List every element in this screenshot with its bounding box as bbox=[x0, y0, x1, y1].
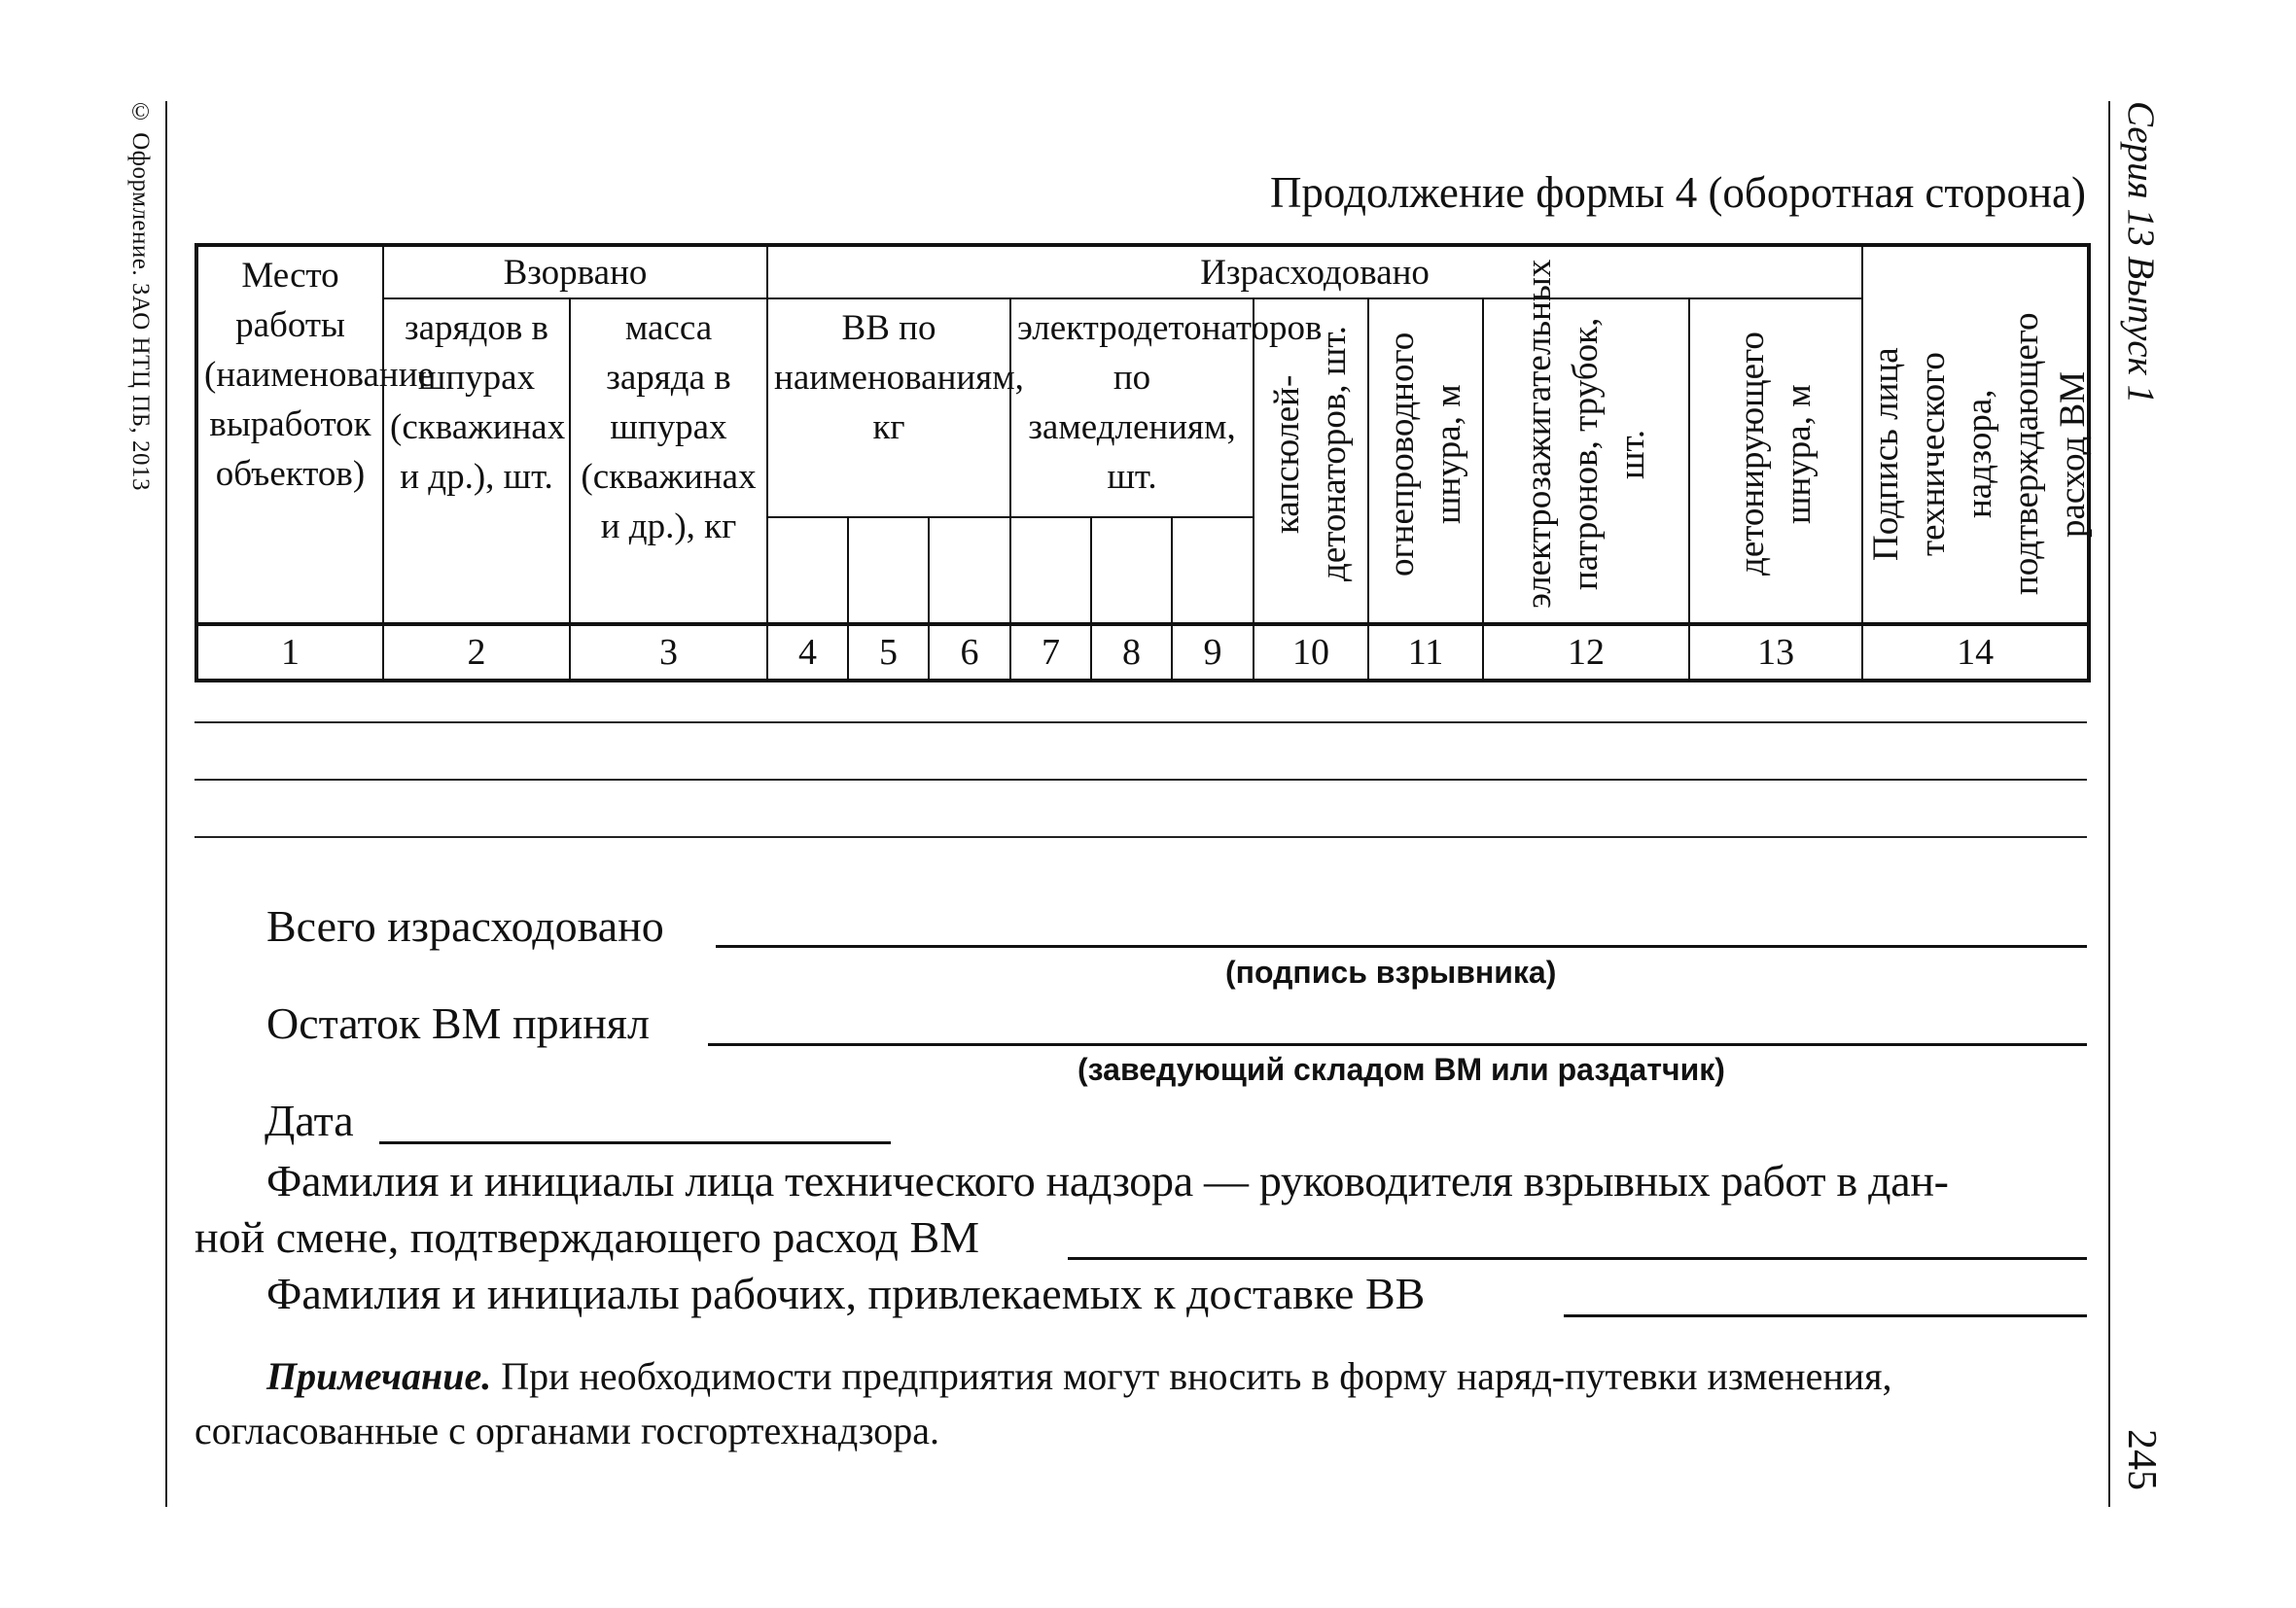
header-group-izraskhodovano: Израсходовано bbox=[767, 245, 1862, 298]
column-number: 13 bbox=[1689, 624, 1862, 681]
date-field[interactable] bbox=[379, 1141, 891, 1144]
left-margin-rule bbox=[165, 101, 167, 1507]
subheader-empty bbox=[1091, 517, 1172, 624]
note-paragraph bbox=[194, 1349, 2091, 1458]
workers-field[interactable] bbox=[1564, 1314, 2087, 1317]
supervisor-label-line1: Фамилия и инициалы лица технического надзора — руководителя взрывных работ в дан- bbox=[266, 1156, 1949, 1206]
total-sub-caption: (подпись взрывника) bbox=[1225, 955, 1557, 990]
note-label: Примечание. bbox=[266, 1354, 492, 1398]
header-col12 bbox=[1483, 259, 1689, 624]
header-col13-text: детонирующего шнура, м bbox=[1732, 332, 1819, 577]
column-number: 2 bbox=[383, 624, 570, 681]
remainder-label: Остаток ВМ принял bbox=[266, 998, 650, 1048]
supervisor-field[interactable] bbox=[1068, 1257, 2087, 1260]
form-caption: Продолжение формы 4 (оборотная сторона) bbox=[1269, 168, 2086, 217]
date-label: Дата bbox=[265, 1096, 354, 1145]
total-label: Всего израсходовано bbox=[266, 901, 664, 951]
header-col10 bbox=[1254, 298, 1368, 624]
remainder-sub-caption: (заведующий складом ВМ или раздатчик) bbox=[1077, 1052, 1725, 1087]
supervisor-label-line2: ной смене, подтверждающего расход ВМ bbox=[194, 1212, 980, 1262]
column-number: 6 bbox=[929, 624, 1010, 681]
column-number: 4 bbox=[767, 624, 848, 681]
header-col14-text: Подпись лица технического надзора, подтверждающего расход ВМ bbox=[1866, 312, 2094, 596]
header-col12-text: электрозажигательных патронов, трубок, шт. bbox=[1519, 259, 1653, 609]
header-col11 bbox=[1368, 298, 1483, 624]
header-col13 bbox=[1689, 298, 1862, 624]
note-text: При необходимости предприятия могут вносить в форму наряд-путевки изменения, согласованные с органами госгортехнадзора. bbox=[194, 1354, 1892, 1452]
subheader-empty bbox=[767, 517, 848, 624]
column-number: 5 bbox=[848, 624, 929, 681]
column-number: 1 bbox=[196, 624, 383, 681]
expenditure-table bbox=[194, 243, 2094, 682]
column-number: 11 bbox=[1368, 624, 1483, 681]
subheader-empty bbox=[848, 517, 929, 624]
subheader-empty bbox=[929, 517, 1010, 624]
fill-line bbox=[194, 779, 2087, 781]
column-number: 12 bbox=[1483, 624, 1689, 681]
page-number: 245 bbox=[2119, 1429, 2164, 1490]
total-signature-field[interactable] bbox=[716, 945, 2087, 948]
fill-line bbox=[194, 836, 2087, 838]
column-number: 9 bbox=[1172, 624, 1254, 681]
header-col3: масса заряда в шпурах (скважинах и др.), кг bbox=[570, 298, 767, 624]
column-number: 10 bbox=[1254, 624, 1368, 681]
header-col11-text: огнепроводного шнура, м bbox=[1382, 332, 1469, 577]
series-side-text: Серия 13 Выпуск 1 bbox=[2120, 101, 2162, 404]
column-number: 7 bbox=[1010, 624, 1091, 681]
subheader-empty bbox=[1010, 517, 1091, 624]
column-number: 3 bbox=[570, 624, 767, 681]
right-margin-rule bbox=[2108, 101, 2110, 1507]
header-group-vzorvano: Взорвано bbox=[383, 245, 767, 298]
column-number: 8 bbox=[1091, 624, 1172, 681]
fill-line bbox=[194, 721, 2087, 723]
copyright-side-text: © Оформление. ЗАО НТЦ ПБ, 2013 bbox=[127, 99, 154, 492]
header-col2: зарядов в шпурах (скважинах и др.), шт. bbox=[383, 298, 570, 624]
header-col7-9: электродетонаторов по замедлениям, шт. bbox=[1010, 298, 1254, 517]
header-col10-text: капсюлей-детонаторов, шт. bbox=[1267, 326, 1355, 582]
workers-label: Фамилия и инициалы рабочих, привлекаемых к доставке ВВ bbox=[266, 1269, 1426, 1318]
remainder-signature-field[interactable] bbox=[708, 1043, 2087, 1046]
header-col4-6: ВВ по наименованиям, кг bbox=[767, 298, 1010, 517]
column-number: 14 bbox=[1862, 624, 2089, 681]
subheader-empty bbox=[1172, 517, 1254, 624]
header-col14 bbox=[1862, 245, 2094, 624]
header-place-of-work: Место работы (наименование выработок объектов) bbox=[196, 245, 383, 624]
